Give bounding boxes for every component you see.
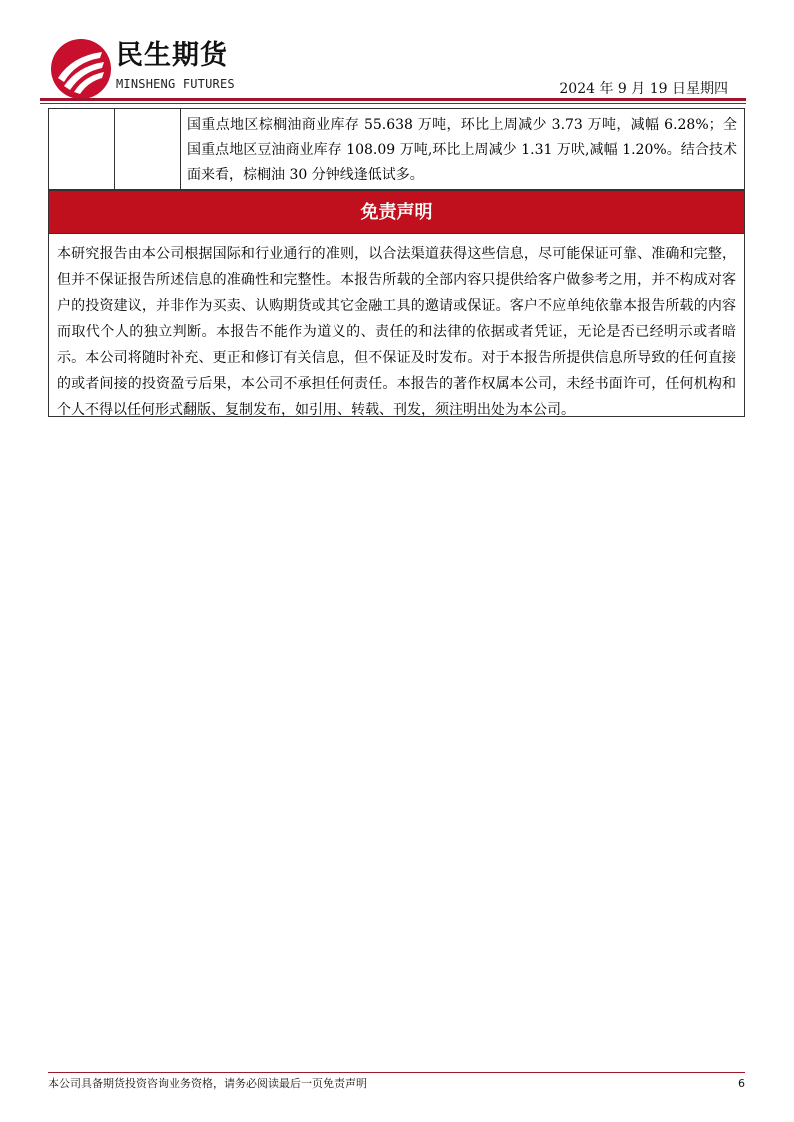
table-cell-empty [49, 109, 115, 189]
brand-name-cn: 民生期货 [116, 40, 228, 71]
page-number: 6 [738, 1077, 745, 1090]
footer-rule [48, 1072, 745, 1073]
footer-note: 本公司具备期货投资咨询业务资格，请务必阅读最后一页免责声明 [48, 1077, 367, 1090]
brand-name-en: MINSHENG FUTURES [116, 77, 235, 91]
header-rule [40, 98, 746, 101]
table-cell-empty [115, 109, 181, 189]
table-fragment [48, 108, 745, 190]
minsheng-logo-icon [50, 38, 112, 100]
report-date: 2024 年 9 月 19 日星期四 [559, 81, 728, 97]
table-cell-text: 国重点地区棕榈油商业库存 55.638 万吨，环比上周减少 3.73 万吨，减幅 6.28%；全国重点地区豆油商业库存 108.09 万吨,环比上周减少 1.31 万吠,减幅 1.20%。结合技术面来看，棕榈油 30 分钟线逢低试多。 [187, 117, 737, 183]
disclaimer-body: 本研究报告由本公司根据国际和行业通行的准则，以合法渠道获得这些信息，尽可能保证可靠、准确和完整，但并不保证报告所述信息的准确性和完整性。本报告所载的全部内容只提供给客户做参考之用，并不构成对客户的投资建议，并非作为买卖、认购期货或其它金融工具的邀请或保证。客户不应单纯依靠本报告所载的内容而取代个人的独立判断。本报告不能作为道义的、责任的和法律的依据或者凭证，无论是否已经明示或者暗示。本公司将随时补充、更正和修订有关信息，但不保证及时发布。对于本报告所提供信息所导致的任何直接的或者间接的投资盈亏后果，本公司不承担任何责任。本报告的著作权属本公司，未经书面许可，任何机构和个人不得以任何形式翻版、复制发布，如引用、转载、刊发，须注明出处为本公司。 [48, 234, 745, 417]
disclaimer-title: 免责声明 [48, 190, 745, 234]
header-rule-thin [40, 103, 746, 104]
